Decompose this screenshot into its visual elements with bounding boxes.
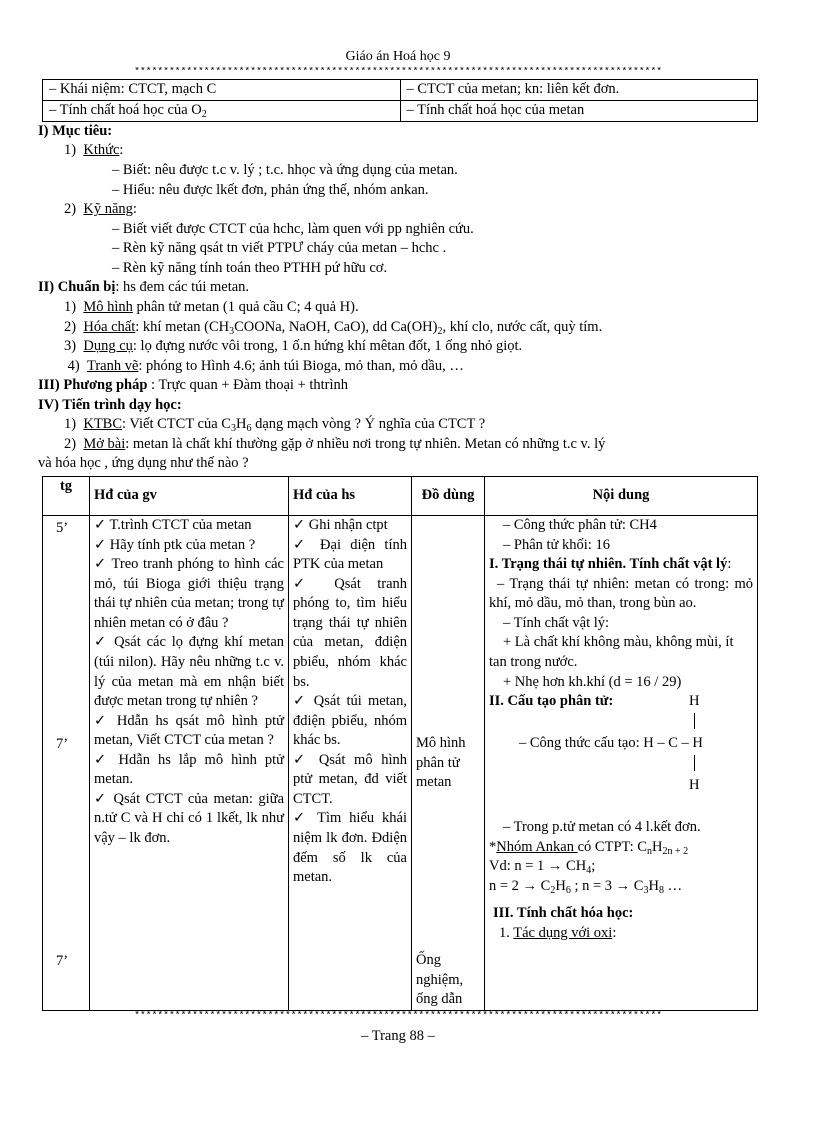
time-value: 5’	[56, 520, 69, 537]
bond-line	[694, 713, 695, 729]
list-item: ✓ Hdẫn hs qsát mô hình ptử metan, Viết CTCT của metan ?	[94, 712, 284, 751]
content-line: 1. Tác dụng với oxi:	[499, 924, 617, 941]
bond-line	[694, 755, 695, 771]
mobai-line: 2) Mở bài: metan là chất khí thường gặp ở nhiều nơi trong tự nhiên. Metan có những t.c v. lý	[64, 435, 606, 452]
content-heading: III. Tính chất hóa học:	[493, 905, 634, 922]
student-activities	[289, 516, 412, 1011]
objective-cell: – CTCT của metan; kn: liên kết đơn.	[400, 79, 758, 100]
col-header: Hđ của gv	[90, 477, 289, 516]
content-line: – Trạng thái tự nhiên: metan có trong: mỏ khí, mỏ dầu, mỏ than, trong bùn ao.	[489, 575, 753, 612]
atom-h: H	[689, 777, 700, 794]
content-line: – Phân tử khối: 16	[503, 536, 610, 553]
content-heading: I. Trạng thái tự nhiên. Tính chất vật lý:	[489, 556, 732, 573]
col-header: Nội dung	[485, 477, 758, 516]
time-value: 7’	[56, 736, 69, 753]
list-item: – Rèn kỹ năng tính toán theo PTHH pứ hữu cơ.	[112, 259, 388, 276]
page-header: Giáo án Hoá học 9	[345, 49, 451, 64]
list-item: ✓ Đại diện tính PTK của metan	[293, 536, 407, 575]
section-tien-trinh: IV) Tiến trình dạy học:	[38, 396, 182, 413]
page	[38, 48, 758, 1047]
section-phuong-phap: III) Phương pháp : Trực quan + Đàm thoại + thtrình	[38, 377, 349, 394]
content-line: + Là chất khí không màu, không mùi, ít tan trong nước.	[489, 634, 734, 670]
list-item: ✓ Ghi nhận ctpt	[293, 516, 407, 536]
list-item: ✓ Hdẫn hs lắp mô hình ptử metan.	[94, 751, 284, 790]
content-line: *Nhóm Ankan có CTPT: $C_nH_{2n + 2}$	[489, 838, 689, 857]
content-line: – Công thức cấu tạo: H – C – H	[519, 735, 703, 752]
ktbc-line: 1) KTBC: Viết CTCT của $C_3H_6$ dạng mạch vòng ? Ý nghĩa của CTCT ?	[64, 416, 486, 435]
material-item: Mô hình phân tử metan	[416, 735, 466, 791]
objective-cell: – Tính chất hoá học của metan	[400, 100, 758, 121]
content-line: – Trong p.tử metan có 4 l.kết đơn.	[503, 819, 701, 836]
objective-cell: – Khái niệm: CTCT, mạch C	[43, 79, 401, 100]
objective-cell: – Tính chất hoá học của $O_2$	[43, 100, 401, 121]
lesson-table	[42, 476, 758, 1011]
list-item: 3) Dụng cụ: lọ đựng nước vôi trong, 1 ố.n hứng khí mêtan đốt, 1 ống nhỏ giọt.	[64, 338, 523, 355]
kthuc-heading: 1) Kthức:	[64, 142, 124, 159]
content-line: – Tính chất vật lý:	[503, 614, 610, 631]
content-line: Vd: $n = 1 \to CH_4$;	[489, 858, 596, 877]
list-item: ✓ Qsát các lọ đựng khí metan (túi nilon). Hãy nêu những t.c v. lý của metan mà em nhận biết được metan trong tự nhiên ?	[94, 633, 284, 711]
list-item: – Biết: nêu được t.c v. lý ; t.c. hhọc và ứng dụng của metan.	[112, 162, 458, 179]
list-item: ✓ Hãy tính ptk của metan ?	[94, 536, 284, 556]
content-heading: II. Cấu tạo phân tử:	[489, 693, 614, 710]
list-item: – Biết viết được CTCT của hchc, làm quen với pp nghiên cứu.	[112, 220, 474, 237]
divider-top: *******************************************************************************************	[134, 66, 662, 78]
material-item: Ống nghiệm, ống dẫn	[416, 952, 464, 1008]
list-item: ✓ Qsát túi metan, đdiện pbiểu, nhóm khác bs.	[293, 692, 407, 751]
structure-formula	[489, 692, 753, 818]
col-header: Đồ dùng	[412, 477, 485, 516]
list-item: ✓ Qsát CTCT của metan: giữa n.tử C và H chỉ có 1 lkết, lk như vậy – lk đơn.	[94, 790, 284, 849]
time-cell	[43, 516, 90, 1011]
content-line: + Nhẹ hơn kh.khí (d = 16 / 29)	[503, 673, 682, 690]
materials-cell	[412, 516, 485, 1011]
list-item: 4) Tranh vẽ: phóng to Hình 4.6; ảnh túi Bioga, mỏ than, mỏ dầu, …	[64, 357, 464, 374]
list-item: ✓ Qsát mô hình ptử metan, đd viết CTCT.	[293, 751, 407, 810]
section-chuan-bi: II) Chuẩn bị: hs đem các túi metan.	[38, 279, 250, 296]
list-item: ✓ Tìm hiểu khái niệm lk đơn. Đdiện đếm số lk của metan.	[293, 809, 407, 887]
list-item: – Hiểu: nêu được lkết đơn, phản ứng thế, nhóm ankan.	[112, 181, 429, 198]
content-line: $n = 2 \to C_2H_6$ ; $n = 3 \to C_3H_8$ …	[489, 877, 683, 896]
section-muc-tieu: I) Mục tiêu:	[38, 122, 113, 139]
kynang-heading: 2) Kỹ năng:	[64, 201, 137, 218]
col-header: Hđ của hs	[289, 477, 412, 516]
mobai-line-cont: và hóa học , ứng dụng như thế nào ?	[38, 455, 249, 472]
page-number: – Trang 88 –	[361, 1028, 435, 1045]
divider-bottom: *******************************************************************************************	[134, 1011, 662, 1023]
content-cell	[485, 516, 758, 1011]
atom-h: H	[689, 693, 700, 710]
list-item: ✓ Treo tranh phóng to hình các mỏ, túi Bioga giới thiệu trạng thái tự nhiên của metan; trong tự nhiên metan có ở đâu ?	[94, 555, 284, 633]
teacher-activities	[90, 516, 289, 1011]
objectives-table	[42, 79, 758, 122]
list-item: ✓ Qsát tranh phóng to, tìm hiểu trạng thái tự nhiên của metan, đdiện pbiểu, nhóm khác bs.	[293, 575, 407, 692]
time-value: 7’	[56, 953, 69, 970]
list-item: ✓ T.trình CTCT của metan	[94, 516, 284, 536]
col-header: tg	[43, 477, 90, 516]
content-line: – Công thức phân tử: CH4	[503, 517, 657, 534]
list-item: 1) Mô hình phân tử metan (1 quả cầu C; 4 quả H).	[64, 298, 359, 315]
list-item: – Rèn kỹ năng qsát tn viết PTPƯ cháy của metan – hchc .	[112, 240, 447, 257]
list-item: 2) Hóa chất: khí metan ($CH_3COONa$, NaOH, CaO), dd $Ca(OH)_2$, khí clo, nước cất, quỳ tím.	[64, 318, 603, 337]
